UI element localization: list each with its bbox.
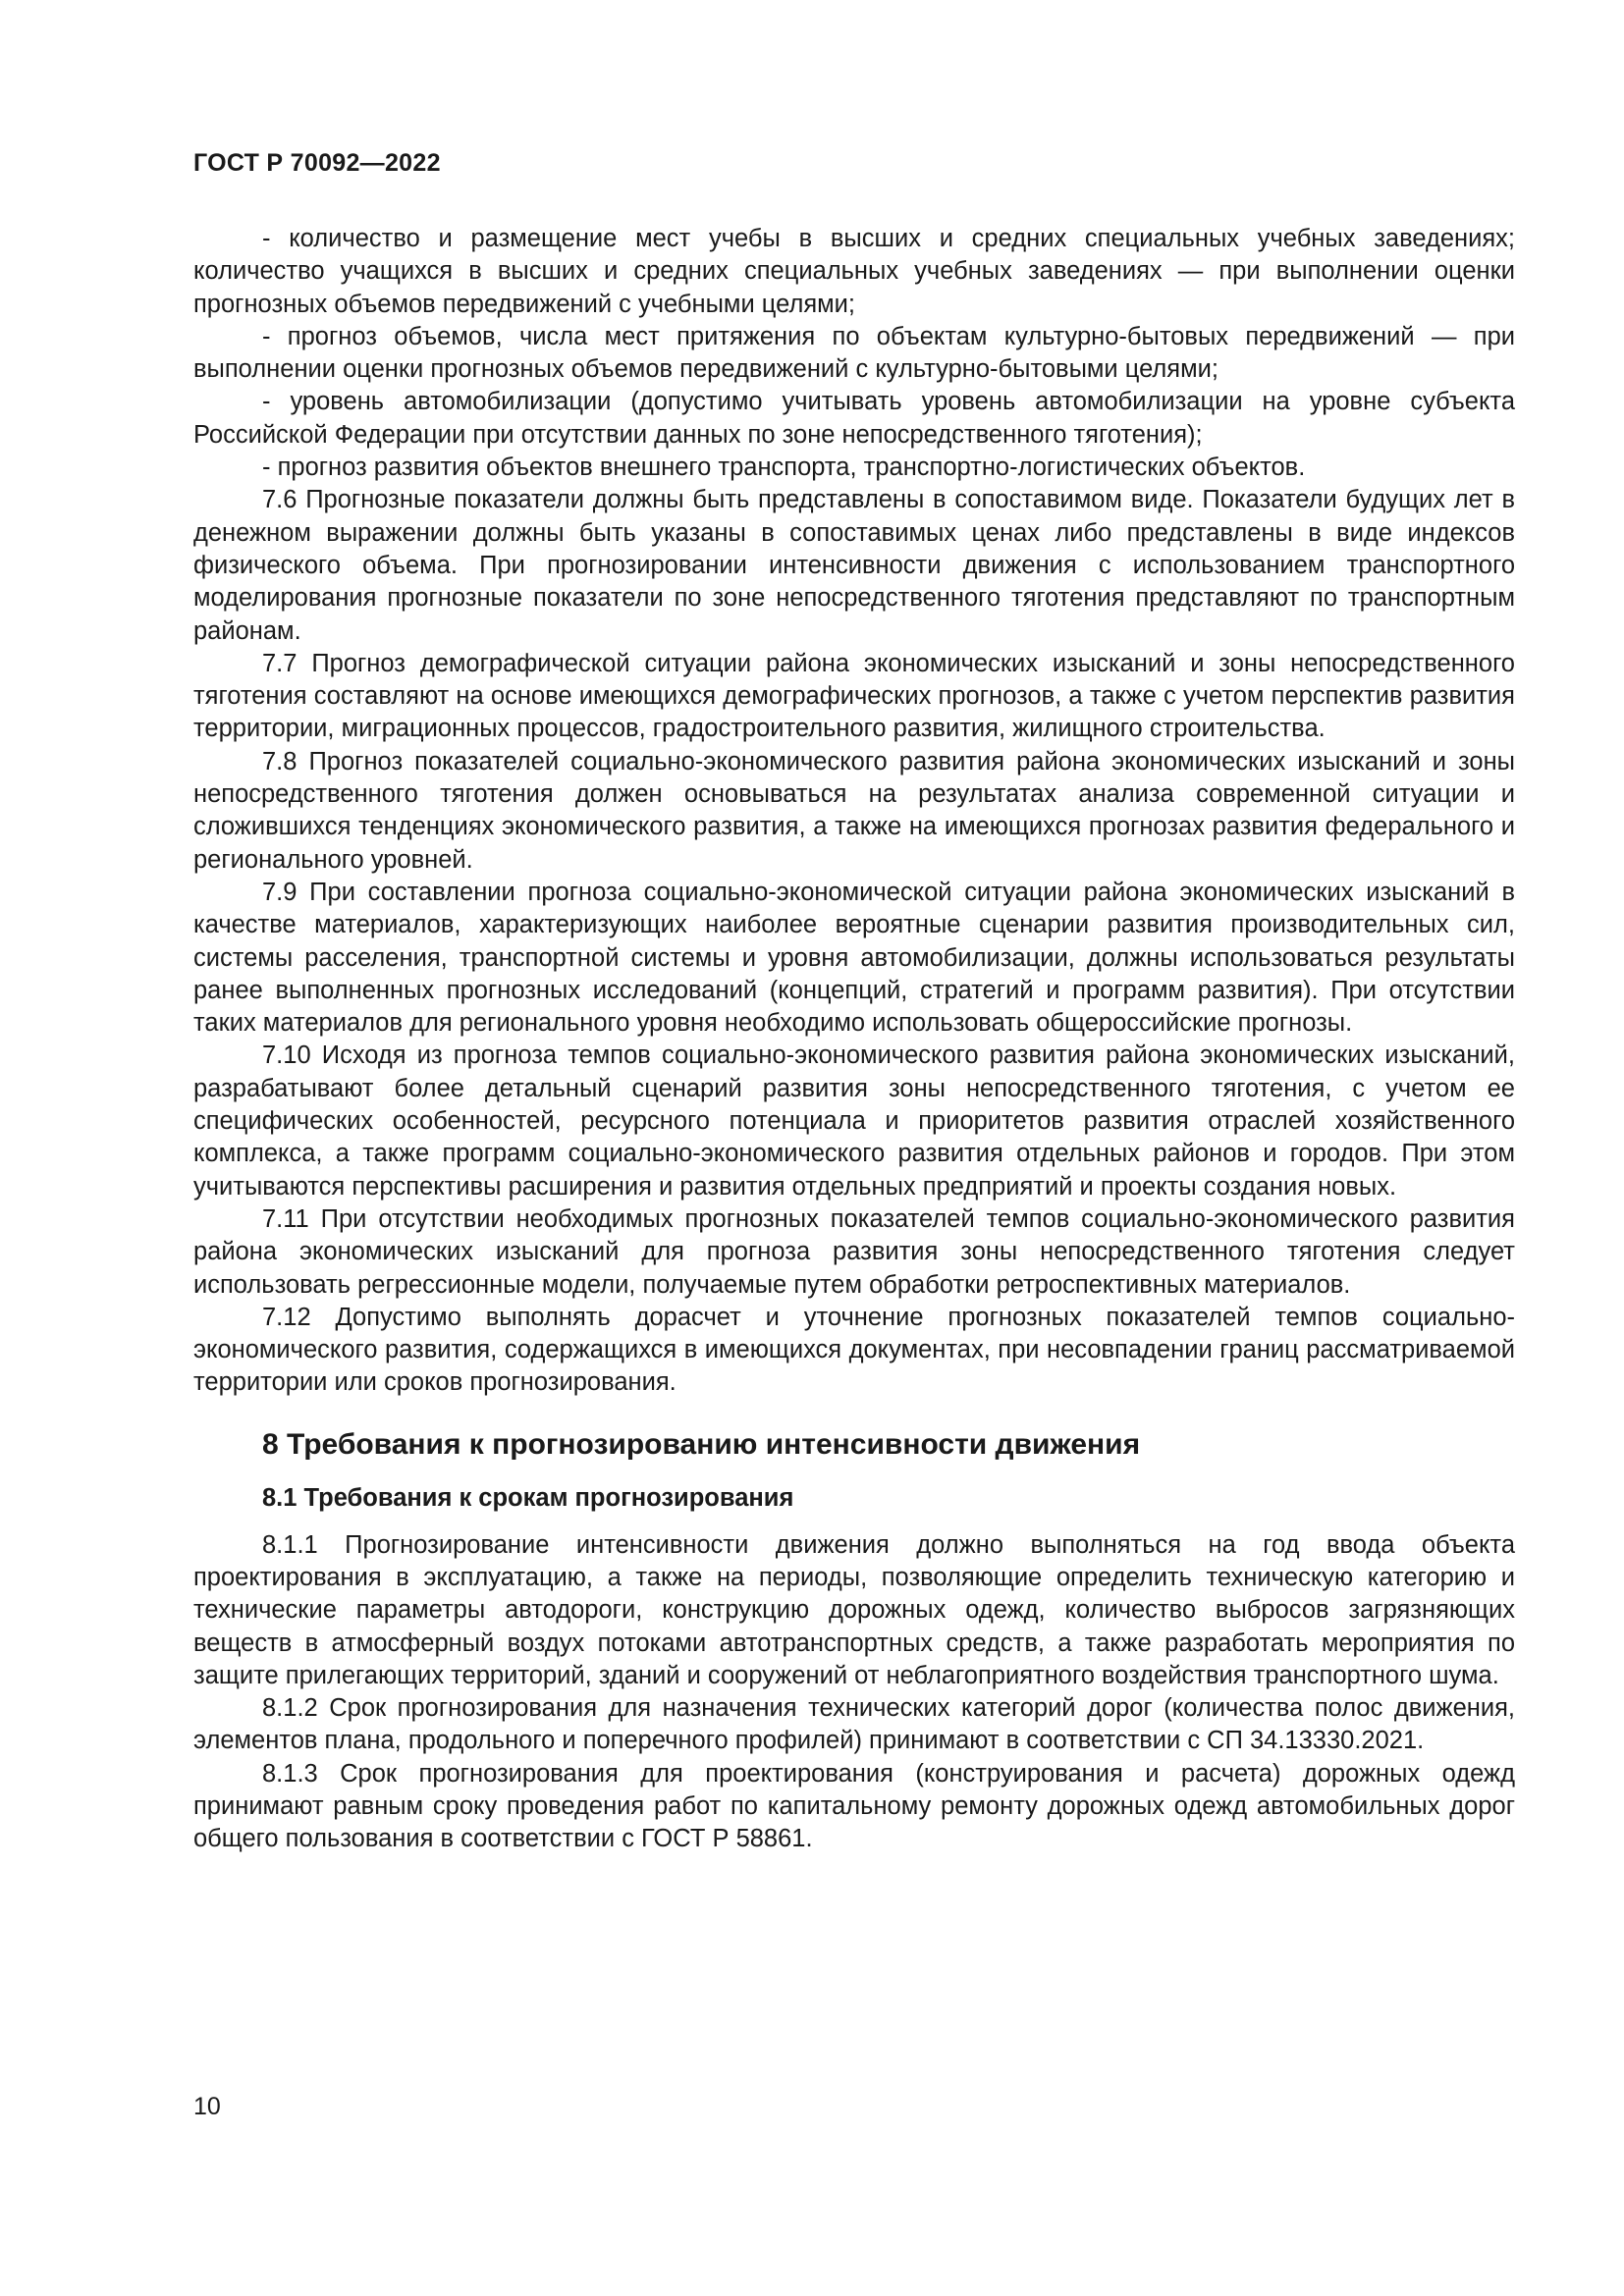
paragraph-7-10: 7.10 Исходя из прогноза темпов социально-экономического развития района экономических изысканий, разрабатывают более детальный сценарий развития зоны непосредственного тяготения, с учетом ее специфических особенностей, ресурсного потенциала и приоритетов развития отраслей хозяйственного комплекса, а также программ социально-экономического развития отдельных районов и городов. При этом учитываются перспективы расширения и развития отдельных предприятий и проекты создания новых.	[193, 1041, 1515, 1201]
paragraph-7-8: 7.8 Прогноз показателей социально-экономического развития района экономических изысканий и зоны непосредственного тяготения должен основываться на результатах анализа современной ситуации и сложившихся тенденциях экономического развития, а также на имеющихся прогнозах развития федерального и регионального уровней.	[193, 747, 1515, 874]
paragraph-8-1-2: 8.1.2 Срок прогнозирования для назначения технических категорий дорог (количества полос движения, элементов плана, продольного и поперечного профилей) принимают в соответствии с СП 34.13330.2021.	[193, 1694, 1515, 1755]
paragraph-7-6: 7.6 Прогнозные показатели должны быть представлены в сопоставимом виде. Показатели будущих лет в денежном выражении должны быть указаны в сопоставимых ценах либо представлены в виде индексов физического объема. При прогнозировании интенсивности движения с использованием транспортного моделирования прогнозные показатели по зоне непосредственного тяготения представляют по транспортным районам.	[193, 486, 1515, 645]
paragraph-8-1-3: 8.1.3 Срок прогнозирования для проектирования (конструирования и расчета) дорожных одежд принимают равным сроку проведения работ по капитальному ремонту дорожных одежд автомобильных дорог общего пользования в соответствии с ГОСТ Р 58861.	[193, 1759, 1515, 1853]
list-item: - прогноз развития объектов внешнего транспорта, транспортно-логистических объектов.	[262, 454, 1306, 482]
page-number: 10	[193, 2093, 221, 2120]
section-8-heading: 8 Требования к прогнозированию интенсивности движения	[262, 1427, 1141, 1461]
paragraph-7-9: 7.9 При составлении прогноза социально-экономической ситуации района экономических изысканий в качестве материалов, характеризующих наиболее вероятные сценарии развития производительных сил, системы расселения, транспортной системы и уровня автомобилизации, должны использоваться результаты ранее выполненных прогнозных исследований (концепций, стратегий и программ развития). При отсутствии таких материалов для регионального уровня необходимо использовать общероссийские прогнозы.	[193, 878, 1515, 1038]
list-item: - количество и размещение мест учебы в высших и средних специальных учебных заведениях; количество учащихся в высших и средних специальных учебных заведениях — при выполнении оценки прогнозных объемов передвижений с учебными целями;	[193, 225, 1515, 318]
list-item: - прогноз объемов, числа мест притяжения по объектам культурно-бытовых передвижений — при выполнении оценки прогнозных объемов передвижений с культурно-бытовыми целями;	[193, 322, 1515, 384]
document-header-code: ГОСТ Р 70092—2022	[193, 149, 441, 177]
paragraph-7-7: 7.7 Прогноз демографической ситуации района экономических изысканий и зоны непосредственного тяготения составляют на основе имеющихся демографических прогнозов, а также с учетом перспектив развития территории, миграционных процессов, градостроительного развития, жилищного строительства.	[193, 649, 1515, 743]
paragraph-8-1-1: 8.1.1 Прогнозирование интенсивности движения должно выполняться на год ввода объекта проектирования в эксплуатацию, а также на периоды, позволяющие определить техническую категорию и технические параметры автодороги, конструкцию дорожных одежд, количество выбросов загрязняющих веществ в атмосферный воздух потоками автотранспортных средств, а также разработать мероприятия по защите прилегающих территорий, зданий и сооружений от неблагоприятного воздействия транспортного шума.	[193, 1530, 1515, 1689]
paragraph-7-11: 7.11 При отсутствии необходимых прогнозных показателей темпов социально-экономического развития района экономических изысканий для прогноза развития зоны непосредственного тяготения следует использовать регрессионные модели, получаемые путем обработки ретроспективных материалов.	[193, 1204, 1515, 1299]
subsection-8-1-heading: 8.1 Требования к срокам прогнозирования	[262, 1483, 794, 1512]
paragraph-7-12: 7.12 Допустимо выполнять дорасчет и уточнение прогнозных показателей темпов социально-экономического развития, содержащихся в имеющихся документах, при несовпадении границ рассматриваемой территории или сроков прогнозирования.	[193, 1303, 1515, 1397]
document-body	[193, 223, 1515, 1856]
list-item: - уровень автомобилизации (допустимо учитывать уровень автомобилизации на уровне субъекта Российской Федерации при отсутствии данных по зоне непосредственного тяготения);	[193, 388, 1515, 449]
